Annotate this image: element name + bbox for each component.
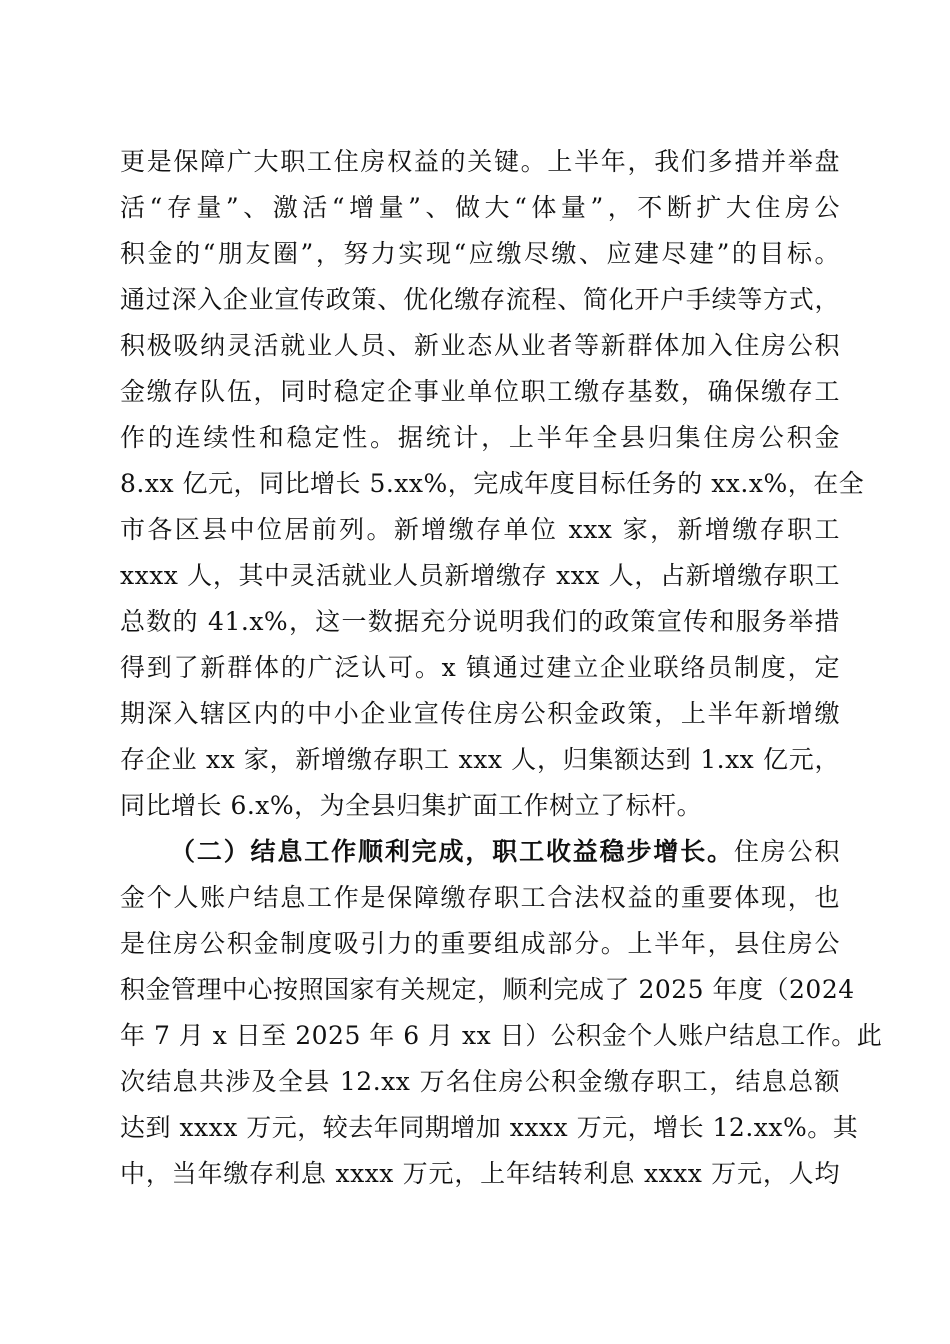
paragraph-line: 更是保障广大职工住房权益的关键。上半年，我们多措并举盘 — [120, 147, 840, 176]
paragraph-line: xxxx 人，其中灵活就业人员新增缴存 xxx 人，占新增缴存职工 — [120, 561, 840, 590]
paragraph-line: 积金管理中心按照国家有关规定，顺利完成了 2025 年度（2024 — [120, 975, 855, 1004]
section-heading-rest: 住房公积 — [733, 837, 840, 866]
paragraph-line: 金个人账户结息工作是保障缴存职工合法权益的重要体现，也 — [120, 883, 840, 912]
paragraph-line: 8.xx 亿元，同比增长 5.xx%，完成年度目标任务的 xx.x%，在全 — [120, 469, 865, 498]
paragraph-line: 是住房公积金制度吸引力的重要组成部分。上半年，县住房公 — [120, 929, 840, 958]
paragraph-line: 积极吸纳灵活就业人员、新业态从业者等新群体加入住房公积 — [120, 331, 840, 360]
paragraph-line: 年 7 月 x 日至 2025 年 6 月 xx 日）公积金个人账户结息工作。此 — [120, 1021, 883, 1050]
section-heading: （二）结息工作顺利完成，职工收益稳步增长。 — [170, 837, 734, 866]
paragraph-line: 作的连续性和稳定性。据统计，上半年全县归集住房公积金 — [120, 423, 840, 452]
paragraph-line: 存企业 xx 家，新增缴存职工 xxx 人，归集额达到 1.xx 亿元， — [120, 745, 840, 774]
paragraph-line: 得到了新群体的广泛认可。x 镇通过建立企业联络员制度，定 — [120, 653, 840, 682]
section-heading-line — [170, 837, 840, 867]
paragraph-line: 同比增长 6.x%，为全县归集扩面工作树立了标杆。 — [120, 791, 703, 820]
paragraph-line: 期深入辖区内的中小企业宣传住房公积金政策，上半年新增缴 — [120, 699, 840, 728]
paragraph-line: 活“存量”、激活“增量”、做大“体量”，不断扩大住房公 — [120, 193, 840, 222]
paragraph-line: 金缴存队伍，同时稳定企事业单位职工缴存基数，确保缴存工 — [120, 377, 840, 406]
paragraph-line: 次结息共涉及全县 12.xx 万名住房公积金缴存职工，结息总额 — [120, 1067, 840, 1096]
paragraph-line: 总数的 41.x%，这一数据充分说明我们的政策宣传和服务举措 — [120, 607, 840, 636]
paragraph-line: 积金的“朋友圈”，努力实现“应缴尽缴、应建尽建”的目标。 — [120, 239, 840, 268]
paragraph-line: 达到 xxxx 万元，较去年同期增加 xxxx 万元，增长 12.xx%。其 — [120, 1113, 859, 1142]
paragraph-line: 中，当年缴存利息 xxxx 万元，上年结转利息 xxxx 万元，人均 — [120, 1159, 840, 1188]
paragraph-line: 通过深入企业宣传政策、优化缴存流程、简化开户手续等方式， — [120, 285, 840, 314]
paragraph-line: 市各区县中位居前列。新增缴存单位 xxx 家，新增缴存职工 — [120, 515, 840, 544]
